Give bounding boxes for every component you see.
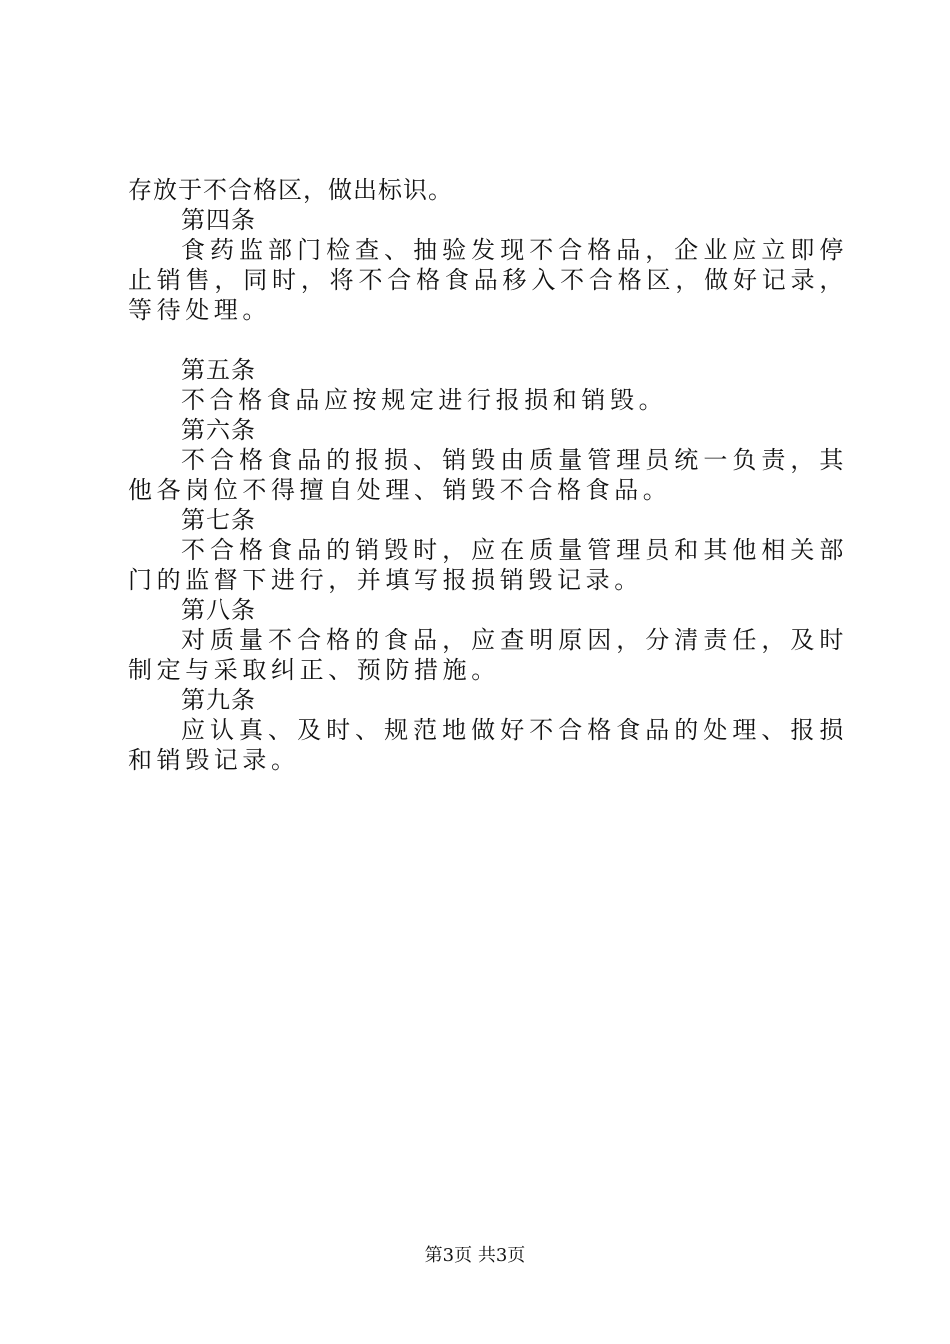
article-5-heading: 第五条 [181,356,256,384]
article-6-text: 不合格食品的报损、销毁由质量管理员统一负责，其他各岗位不得擅自处理、销毁不合格食品。 [128,446,848,504]
article-9-heading: 第九条 [181,686,256,714]
article-6-heading: 第六条 [181,416,256,444]
article-7-heading: 第七条 [181,506,256,534]
article-9-text: 应认真、及时、规范地做好不合格食品的处理、报损和销毁记录。 [128,716,848,774]
document-body [128,175,848,775]
article-8-text: 对质量不合格的食品，应查明原因，分清责任，及时制定与采取纠正、预防措施。 [128,626,848,684]
article-8-heading: 第八条 [181,596,256,624]
continuation-text: 存放于不合格区，做出标识。 [128,176,453,204]
article-4-heading: 第四条 [181,206,256,234]
page-number-footer: 第3页 共3页 [424,1245,526,1266]
article-5-text: 不合格食品应按规定进行报损和销毁。 [181,386,668,414]
paragraph-gap [128,325,848,355]
article-7-text: 不合格食品的销毁时，应在质量管理员和其他相关部门的监督下进行，并填写报损销毁记录。 [128,536,848,594]
article-4-text: 食药监部门检查、抽验发现不合格品，企业应立即停止销售，同时，将不合格食品移入不合格区，做好记录，等待处理。 [128,236,848,324]
